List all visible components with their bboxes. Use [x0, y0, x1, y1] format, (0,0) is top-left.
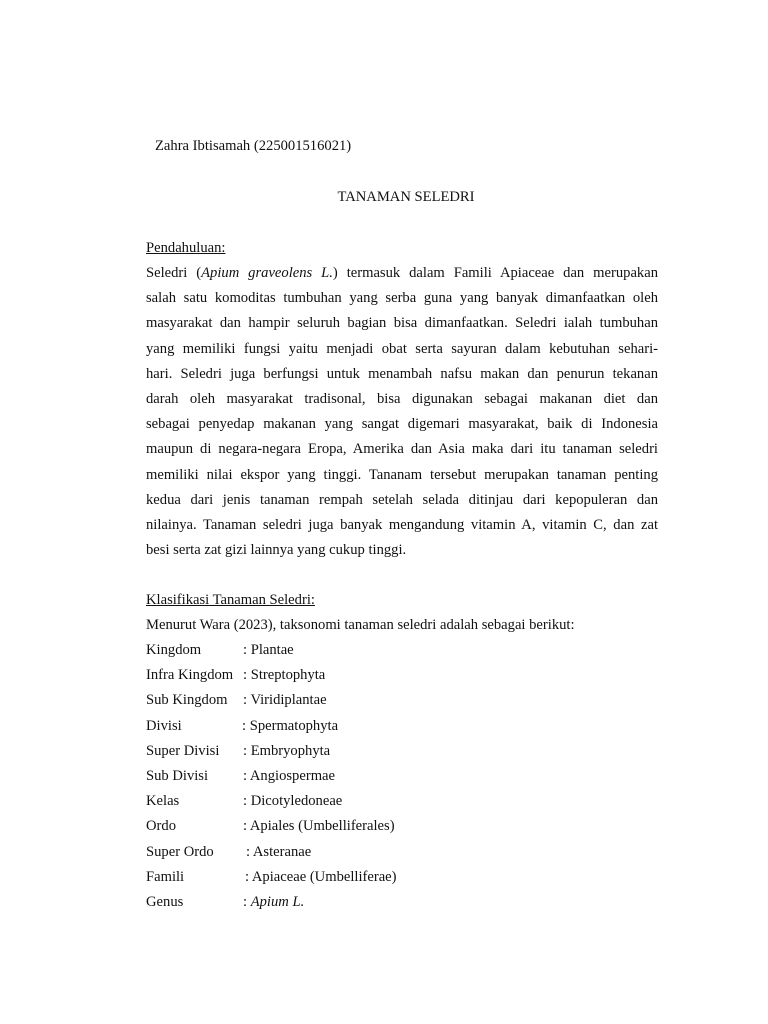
taxonomy-rank: Kelas	[146, 793, 180, 810]
taxonomy-value: : Apiaceae (Umbelliferae)	[245, 868, 397, 885]
paragraph-line: memiliki nilai ekspor yang tinggi. Tananam tersebut merupakan tanaman penting	[146, 466, 658, 483]
intro-heading: Pendahuluan:	[146, 240, 226, 256]
genus-name: Apium L.	[250, 893, 305, 910]
document-title: TANAMAN SELEDRI	[337, 189, 475, 205]
paragraph-line	[146, 264, 658, 289]
line-text: Seledri (	[146, 265, 202, 281]
paragraph-line: hari. Seledri juga berfungsi untuk menambah nafsu makan dan penurun tekanan	[146, 365, 658, 382]
taxonomy-rank: Super Ordo	[146, 843, 214, 860]
taxonomy-rank: Famili	[146, 868, 185, 885]
author-line: Zahra Ibtisamah (225001516021)	[155, 138, 352, 154]
taxonomy-rank: Super Divisi	[146, 742, 220, 759]
paragraph-line: kedua dari jenis tanaman rempah setelah selada ditinjau dari kepopuleran dan	[146, 491, 658, 508]
taxonomy-rank: Genus	[146, 893, 184, 910]
taxonomy-value: : Dicotyledoneae	[243, 793, 343, 810]
taxonomy-rank: Kingdom	[146, 642, 202, 658]
taxonomy-value: : Embryophyta	[243, 742, 331, 759]
taxonomy-rank: Ordo	[146, 818, 176, 835]
paragraph-line: nilainya. Tanaman seledri juga banyak mengandung vitamin A, vitamin C, dan zat	[146, 516, 658, 533]
taxonomy-rank: Infra Kingdom	[146, 667, 234, 684]
taxonomy-value: : Viridiplantae	[243, 692, 327, 709]
scientific-name: Apium graveolens L.	[201, 265, 333, 281]
taxonomy-value-prefix: :	[243, 893, 251, 910]
intro-paragraph	[146, 264, 658, 566]
paragraph-line: maupun di negara-negara Eropa, Amerika dan Asia maka dari itu tanaman seledri	[146, 441, 658, 458]
line-text: ) termasuk dalam Famili Apiaceae dan merupakan	[332, 265, 658, 281]
taxonomy-value: : Spermatophyta	[242, 717, 339, 734]
paragraph-line: salah satu komoditas tumbuhan yang serba guna yang banyak dimanfaatkan oleh	[146, 290, 658, 307]
classification-lead: Menurut Wara (2023), taksonomi tanaman seledri adalah sebagai berikut:	[146, 617, 575, 633]
paragraph-line: yang memiliki fungsi yaitu menjadi obat serta sayuran dalam kebutuhan sehari-	[146, 340, 658, 357]
taxonomy-rank: Sub Divisi	[146, 767, 209, 784]
classification-heading: Klasifikasi Tanaman Seledri:	[146, 592, 315, 608]
taxonomy-value	[243, 893, 304, 911]
taxonomy-value: : Plantae	[243, 642, 294, 658]
taxonomy-value: : Asteranae	[246, 843, 312, 860]
paragraph-line: besi serta zat gizi lainnya yang cukup tinggi.	[146, 542, 407, 559]
taxonomy-value: : Streptophyta	[243, 667, 326, 684]
taxonomy-rank: Divisi	[146, 717, 182, 734]
paragraph-line: darah oleh masyarakat tradisonal, bisa digunakan sebagai makanan diet dan	[146, 390, 658, 407]
taxonomy-value: : Angiospermae	[243, 767, 336, 784]
paragraph-line: sebagai penyedap makanan yang sangat digemari masyarakat, baik di Indonesia	[146, 416, 658, 433]
taxonomy-value: : Apiales (Umbelliferales)	[243, 818, 395, 835]
taxonomy-rank: Sub Kingdom	[146, 692, 228, 709]
paragraph-line: masyarakat dan hampir seluruh bagian bisa dimanfaatkan. Seledri ialah tumbuhan	[146, 315, 658, 332]
